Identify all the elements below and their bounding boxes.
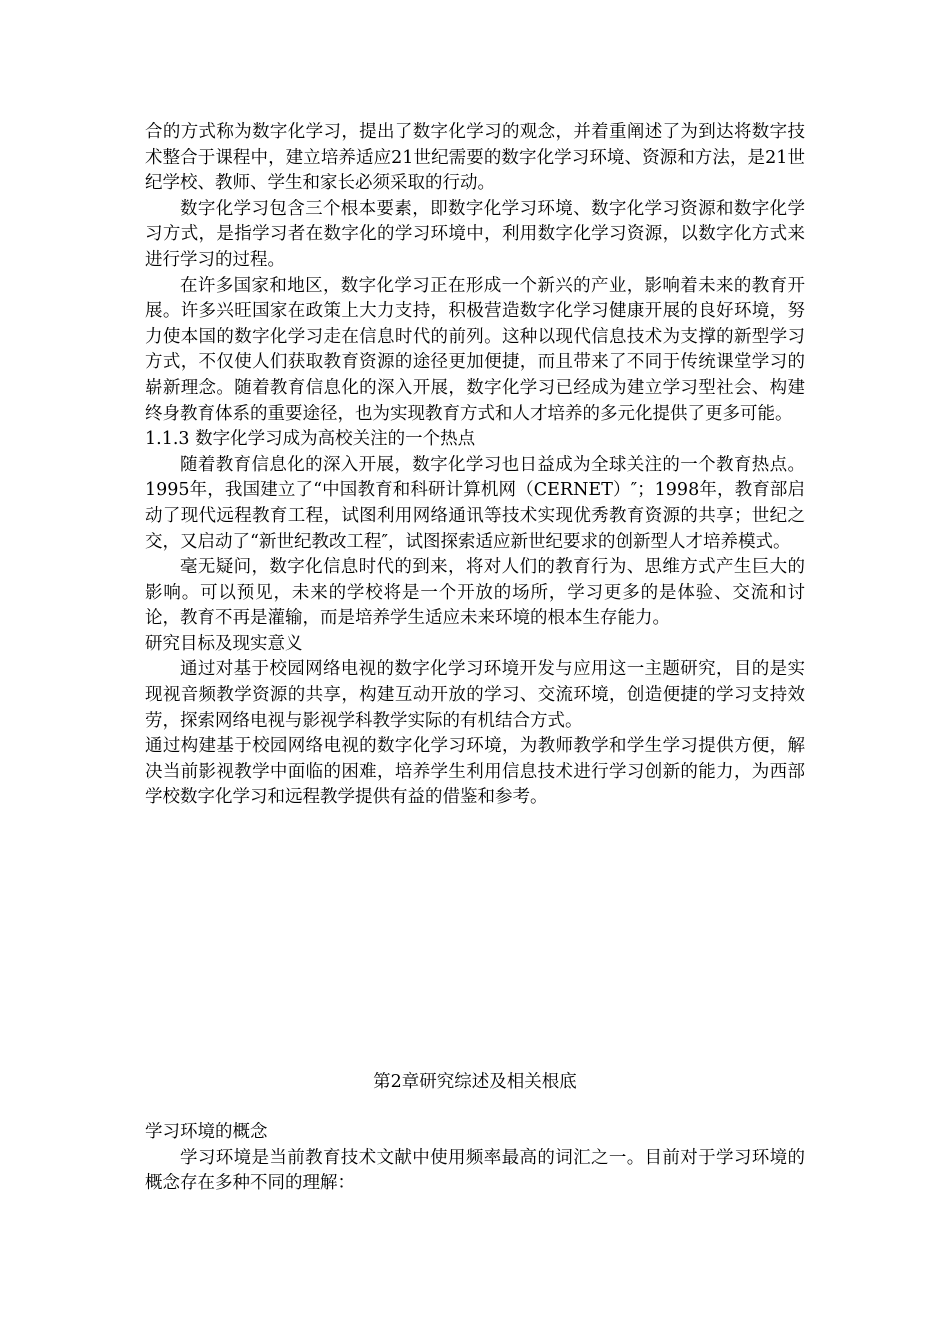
paragraph-history: 随着教育信息化的深入开展，数字化学习也日益成为全球关注的一个教育热点。1995年，我国建立了“中国教育和科研计算机网（CERNET）″；1998年，教育部启动了现代远程教育工程，试图利用网络通讯等技术实现优秀教育资源的共享；世纪之交，又启动了“新世纪教改工程″，试图探索适应新世纪要求的创新型人才培养模式。 <box>145 454 805 552</box>
paragraph-goal: 通过对基于校园网络电视的数字化学习环境开发与应用这一主题研究，目的是实现视音频教学资源的共享，构建互动开放的学习、交流环境，创造便捷的学习支持效劳，探索网络电视与影视学科教学实际的有机结合方式。 <box>145 659 805 731</box>
document-body <box>145 120 805 811</box>
paragraph-learning-environment: 学习环境是当前教育技术文献中使用频率最高的词汇之一。目前对于学习环境的概念存在多种不同的理解： <box>145 1147 805 1194</box>
section-heading-learning-environment: 学习环境的概念 <box>145 1122 268 1142</box>
paragraph-elements: 数字化学习包含三个根本要素，即数字化学习环境、数字化学习资源和数字化学习方式，是指学习者在数字化的学习环境中，利用数字化学习资源，以数字化方式来进行学习的过程。 <box>145 198 805 270</box>
paragraph-future: 毫无疑问，数字化信息时代的到来，将对人们的教育行为、思维方式产生巨大的影响。可以预见，未来的学校将是一个开放的场所，学习更多的是体验、交流和讨论，教育不再是灌输，而是培养学生适应未来环境的根本生存能力。 <box>145 557 805 629</box>
section-heading-1-1-3: 1.1.3 数字化学习成为高校关注的一个热点 <box>145 429 476 450</box>
paragraph-significance: 通过构建基于校园网络电视的数字化学习环境，为教师教学和学生学习提供方便，解决当前影视教学中面临的困难，培养学生利用信息技术进行学习创新的能力，为西部学校数字化学习和远程教学提供有益的借鉴和参考。 <box>145 736 805 808</box>
paragraph-continuation: 合的方式称为数字化学习，提出了数字化学习的观念，并着重阐述了为到达将数字技术整合于课程中，建立培养适应21世纪需要的数字化学习环境、资源和方法，是21世纪学校、教师、学生和家长必须采取的行动。 <box>145 122 805 194</box>
section-heading-research-goals: 研究目标及现实意义 <box>145 633 303 654</box>
chapter-title: 第2章研究综述及相关根底 <box>373 1072 577 1092</box>
paragraph-countries: 在许多国家和地区，数字化学习正在形成一个新兴的产业，影响着未来的教育开展。许多兴旺国家在政策上大力支持，积极营造数字化学习健康开展的良好环境，努力使本国的数字化学习走在信息时代的前列。这种以现代信息技术为支撑的新型学习方式，不仅使人们获取教育资源的途径更加便捷，而且带来了不同于传统课堂学习的崭新理念。随着教育信息化的深入开展，数字化学习已经成为建立学习型社会、构建终身教育体系的重要途径，也为实现教育方式和人才培养的多元化提供了更多可能。 <box>145 275 805 424</box>
chapter2-body <box>145 1120 805 1197</box>
